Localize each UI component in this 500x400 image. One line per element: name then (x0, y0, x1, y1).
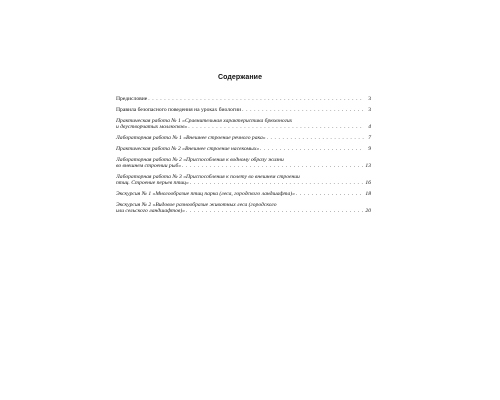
toc-entry-safety-rules (116, 107, 371, 113)
toc-page-number: 20 (365, 208, 371, 215)
toc-page-number: 3 (368, 96, 371, 102)
toc-entry-title: Правила безопасного поведения на уроках биологии (116, 106, 242, 113)
toc-page-number: 13 (365, 163, 371, 170)
toc-entry-title: Экскурсия № 1 «Многообразие птиц парка (леса, городского ландшафта)» (116, 191, 295, 198)
toc-entry-title: Практическая работа № 1 «Сравнительная характеристика брюхоногих (116, 117, 293, 124)
leader-dots (186, 208, 364, 214)
toc-entry-lab-1 (116, 135, 371, 141)
leader-dots (190, 180, 364, 186)
leader-dots (296, 191, 364, 197)
toc-entry-practical-1 (116, 118, 371, 131)
leader-dots (148, 96, 364, 102)
toc-page-number: 18 (365, 191, 371, 198)
leader-dots (182, 163, 364, 169)
toc-entry-lab-2 (116, 157, 371, 170)
toc-entry-title: Лабораторная работа № 2 «Приспособления к водному образу жизни (116, 156, 284, 163)
toc-entry-preface (116, 96, 371, 102)
toc-entry-excursion-1 (116, 191, 371, 197)
toc-entry-title-continued: птиц. Строение перьев птиц» (116, 180, 189, 187)
toc-entry-excursion-2 (116, 202, 371, 215)
toc-page-number: 9 (368, 145, 371, 152)
toc-entry-title: Лабораторная работа № 1 «Внешнее строение речного рака» (116, 134, 266, 141)
toc-entry-title-continued: и двустворчатых моллюсков» (116, 124, 188, 131)
toc-page-number: 7 (368, 134, 371, 141)
leader-dots (188, 124, 364, 130)
toc-page-number: 3 (368, 106, 371, 113)
toc-entry-title: Практическая работа № 2 «Внешнее строение насекомых» (116, 145, 260, 152)
toc-entry-title: Лабораторная работа № 3 «Приспособления к полету во внешнем строении (116, 173, 300, 180)
toc-entry-practical-2 (116, 146, 371, 152)
toc-entry-title: Экскурсия № 2 «Видовое разнообразие животных леса (городского (116, 202, 277, 209)
toc-entry-title-continued: во внешнем строении рыб» (116, 163, 182, 170)
toc-title: Содержание (217, 74, 263, 81)
leader-dots (260, 146, 364, 152)
toc-entry-title-continued: или сельского ландшафтов)» (116, 208, 185, 215)
toc-page-number: 16 (365, 180, 371, 187)
leader-dots (242, 107, 364, 113)
table-of-contents (116, 96, 371, 219)
leader-dots (267, 135, 364, 141)
toc-entry-title: Предисловие (116, 96, 148, 102)
toc-page-number: 4 (368, 124, 371, 131)
toc-entry-lab-3 (116, 174, 371, 187)
